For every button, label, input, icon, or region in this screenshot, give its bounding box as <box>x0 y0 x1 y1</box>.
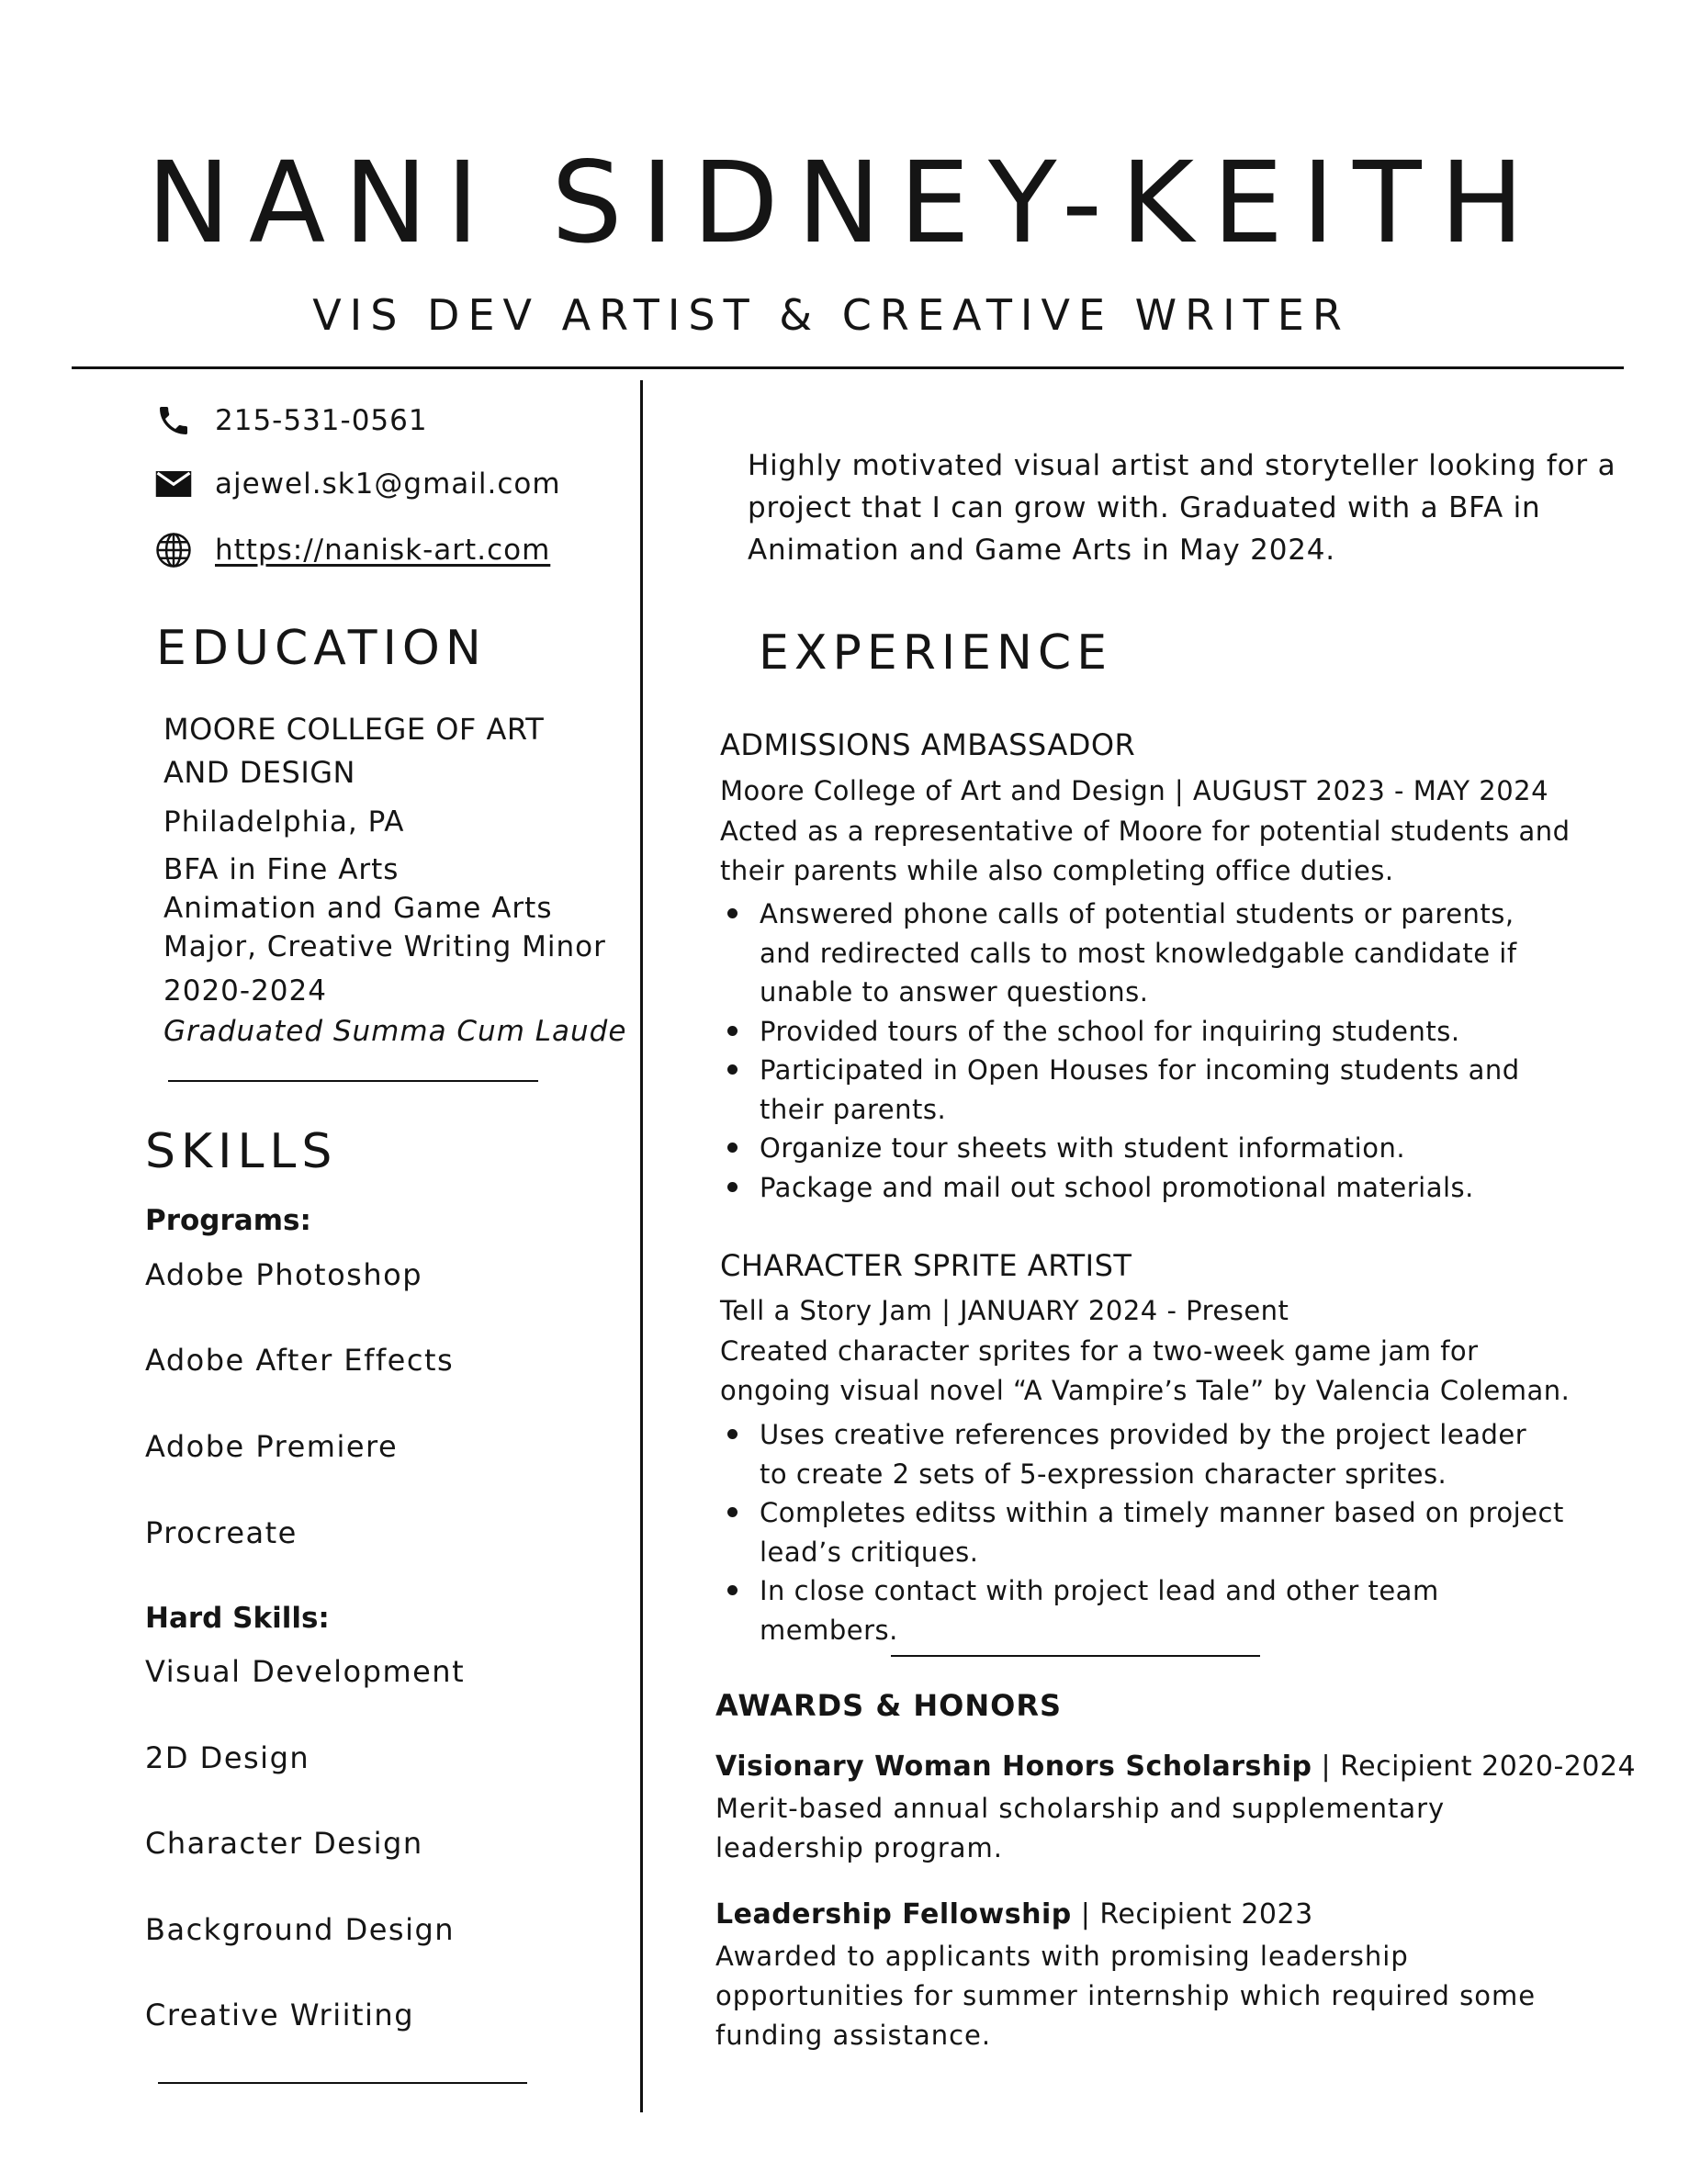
list-item <box>720 1571 1547 1649</box>
hard-skills-label: Hard Skills: <box>145 1602 330 1635</box>
program-item: Adobe Photoshop <box>145 1257 423 1292</box>
hard-skill-item: Character Design <box>145 1826 423 1861</box>
bullet-line: In close contact with project lead and other team <box>760 1575 1439 1606</box>
job-meta: Tell a Story Jam | JANUARY 2024 - Present <box>720 1295 1289 1326</box>
bullet-line: to create 2 sets of 5-expression character sprites. <box>760 1458 1447 1490</box>
profile-summary <box>748 445 1616 571</box>
email-address: ajewel.sk1@gmail.com <box>215 467 561 501</box>
school-name-line-2: AND DESIGN <box>163 755 355 790</box>
phone-number: 215-531-0561 <box>215 404 428 437</box>
list-item <box>720 1493 1564 1571</box>
header-divider <box>72 366 1624 369</box>
job-title: CHARACTER SPRITE ARTIST <box>720 1248 1132 1283</box>
award-description-line: leadership program. <box>715 1832 1004 1863</box>
contact-email <box>152 462 561 506</box>
bullet-line: members. <box>760 1614 898 1646</box>
globe-icon <box>152 529 195 571</box>
candidate-title: VIS DEV ARTIST & CREATIVE WRITER <box>312 290 1350 340</box>
program-item: Procreate <box>145 1515 298 1550</box>
awards-heading: AWARDS & HONORS <box>715 1688 1063 1723</box>
bullet-line: Completes editss within a timely manner based on project <box>760 1497 1564 1528</box>
award-description-line: Awarded to applicants with promising leadership <box>715 1941 1409 1972</box>
job-description <box>720 1332 1571 1411</box>
bullet-line: their parents. <box>760 1093 947 1125</box>
bullet-line: and redirected calls to most knowledgable candidate if <box>760 937 1517 969</box>
award-description <box>715 1937 1536 2055</box>
programs-label: Programs: <box>145 1204 311 1237</box>
award-description <box>715 1789 1445 1868</box>
website-link[interactable]: https://nanisk-art.com <box>215 534 551 567</box>
hard-skill-item: Background Design <box>145 1912 456 1947</box>
summary-line: Animation and Game Arts in May 2024. <box>748 534 1335 567</box>
education-years: 2020-2024 <box>163 974 327 1008</box>
award-name: Leadership Fellowship <box>715 1898 1072 1931</box>
award-title <box>715 1751 1636 1783</box>
education-heading: EDUCATION <box>156 621 487 676</box>
summary-line: project that I can grow with. Graduated with a BFA in <box>748 491 1541 524</box>
list-item <box>720 1012 1547 1052</box>
award-name: Visionary Woman Honors Scholarship <box>715 1751 1312 1783</box>
award-detail: | Recipient 2020-2024 <box>1312 1751 1637 1783</box>
experience-heading: EXPERIENCE <box>759 625 1113 681</box>
degree-line-1: BFA in Fine Arts <box>163 853 400 886</box>
bullet-line: Answered phone calls of potential students or parents, <box>760 898 1514 929</box>
list-item <box>720 1415 1547 1493</box>
contact-phone <box>152 399 428 443</box>
summary-line: Highly motivated visual artist and storyteller looking for a <box>748 449 1616 482</box>
phone-icon <box>152 400 195 442</box>
program-item: Adobe After Effects <box>145 1343 455 1378</box>
bullet-line: Uses creative references provided by the project leader <box>760 1419 1527 1450</box>
job-description-line: Created character sprites for a two-week game jam for <box>720 1335 1479 1367</box>
job-description-line: their parents while also completing office duties. <box>720 855 1394 886</box>
award-description-line: funding assistance. <box>715 2020 992 2051</box>
job-description <box>720 812 1571 891</box>
bullet-line: lead’s critiques. <box>760 1536 979 1568</box>
school-name-line-1: MOORE COLLEGE OF ART <box>163 712 545 747</box>
award-title <box>715 1898 1313 1931</box>
bullet-line: Provided tours of the school for inquiring students. <box>760 1015 1460 1047</box>
hard-skill-item: Creative Wriiting <box>145 1998 414 2032</box>
education-divider <box>168 1080 538 1082</box>
job-description-line: ongoing visual novel “A Vampire’s Tale” by Valencia Coleman. <box>720 1375 1571 1406</box>
skills-heading: SKILLS <box>145 1124 338 1179</box>
mail-icon <box>152 463 195 505</box>
job-bullets <box>720 895 1547 1207</box>
list-item <box>720 1129 1547 1168</box>
hard-skill-item: Visual Development <box>145 1654 466 1689</box>
job-bullets <box>720 1415 1564 1649</box>
job-meta: Moore College of Art and Design | AUGUST 2023 - MAY 2024 <box>720 775 1549 806</box>
contact-website <box>152 528 550 572</box>
award-description-line: opportunities for summer internship which required some <box>715 1980 1537 2011</box>
award-description-line: Merit-based annual scholarship and supplementary <box>715 1793 1446 1824</box>
bullet-line: Participated in Open Houses for incoming students and <box>760 1054 1520 1086</box>
award-detail: | Recipient 2023 <box>1071 1898 1313 1931</box>
list-item <box>720 895 1547 1012</box>
degree-line-2: Animation and Game Arts <box>163 892 553 925</box>
job-description-line: Acted as a representative of Moore for potential students and <box>720 816 1571 847</box>
column-divider <box>640 380 643 2112</box>
bullet-line: unable to answer questions. <box>760 976 1149 1008</box>
bullet-line: Package and mail out school promotional materials. <box>760 1171 1474 1203</box>
list-item <box>720 1168 1547 1208</box>
job-title: ADMISSIONS AMBASSADOR <box>720 727 1136 762</box>
list-item <box>720 1051 1547 1129</box>
hard-skill-item: 2D Design <box>145 1740 310 1775</box>
bullet-line: Organize tour sheets with student information. <box>760 1132 1406 1164</box>
candidate-name: NANI SIDNEY-KEITH <box>146 138 1543 268</box>
school-location: Philadelphia, PA <box>163 805 405 839</box>
experience-divider <box>891 1655 1260 1657</box>
degree-line-3: Major, Creative Writing Minor <box>163 930 606 963</box>
program-item: Adobe Premiere <box>145 1429 399 1464</box>
education-honor: Graduated Summa Cum Laude <box>163 1015 627 1048</box>
skills-divider <box>158 2082 527 2084</box>
